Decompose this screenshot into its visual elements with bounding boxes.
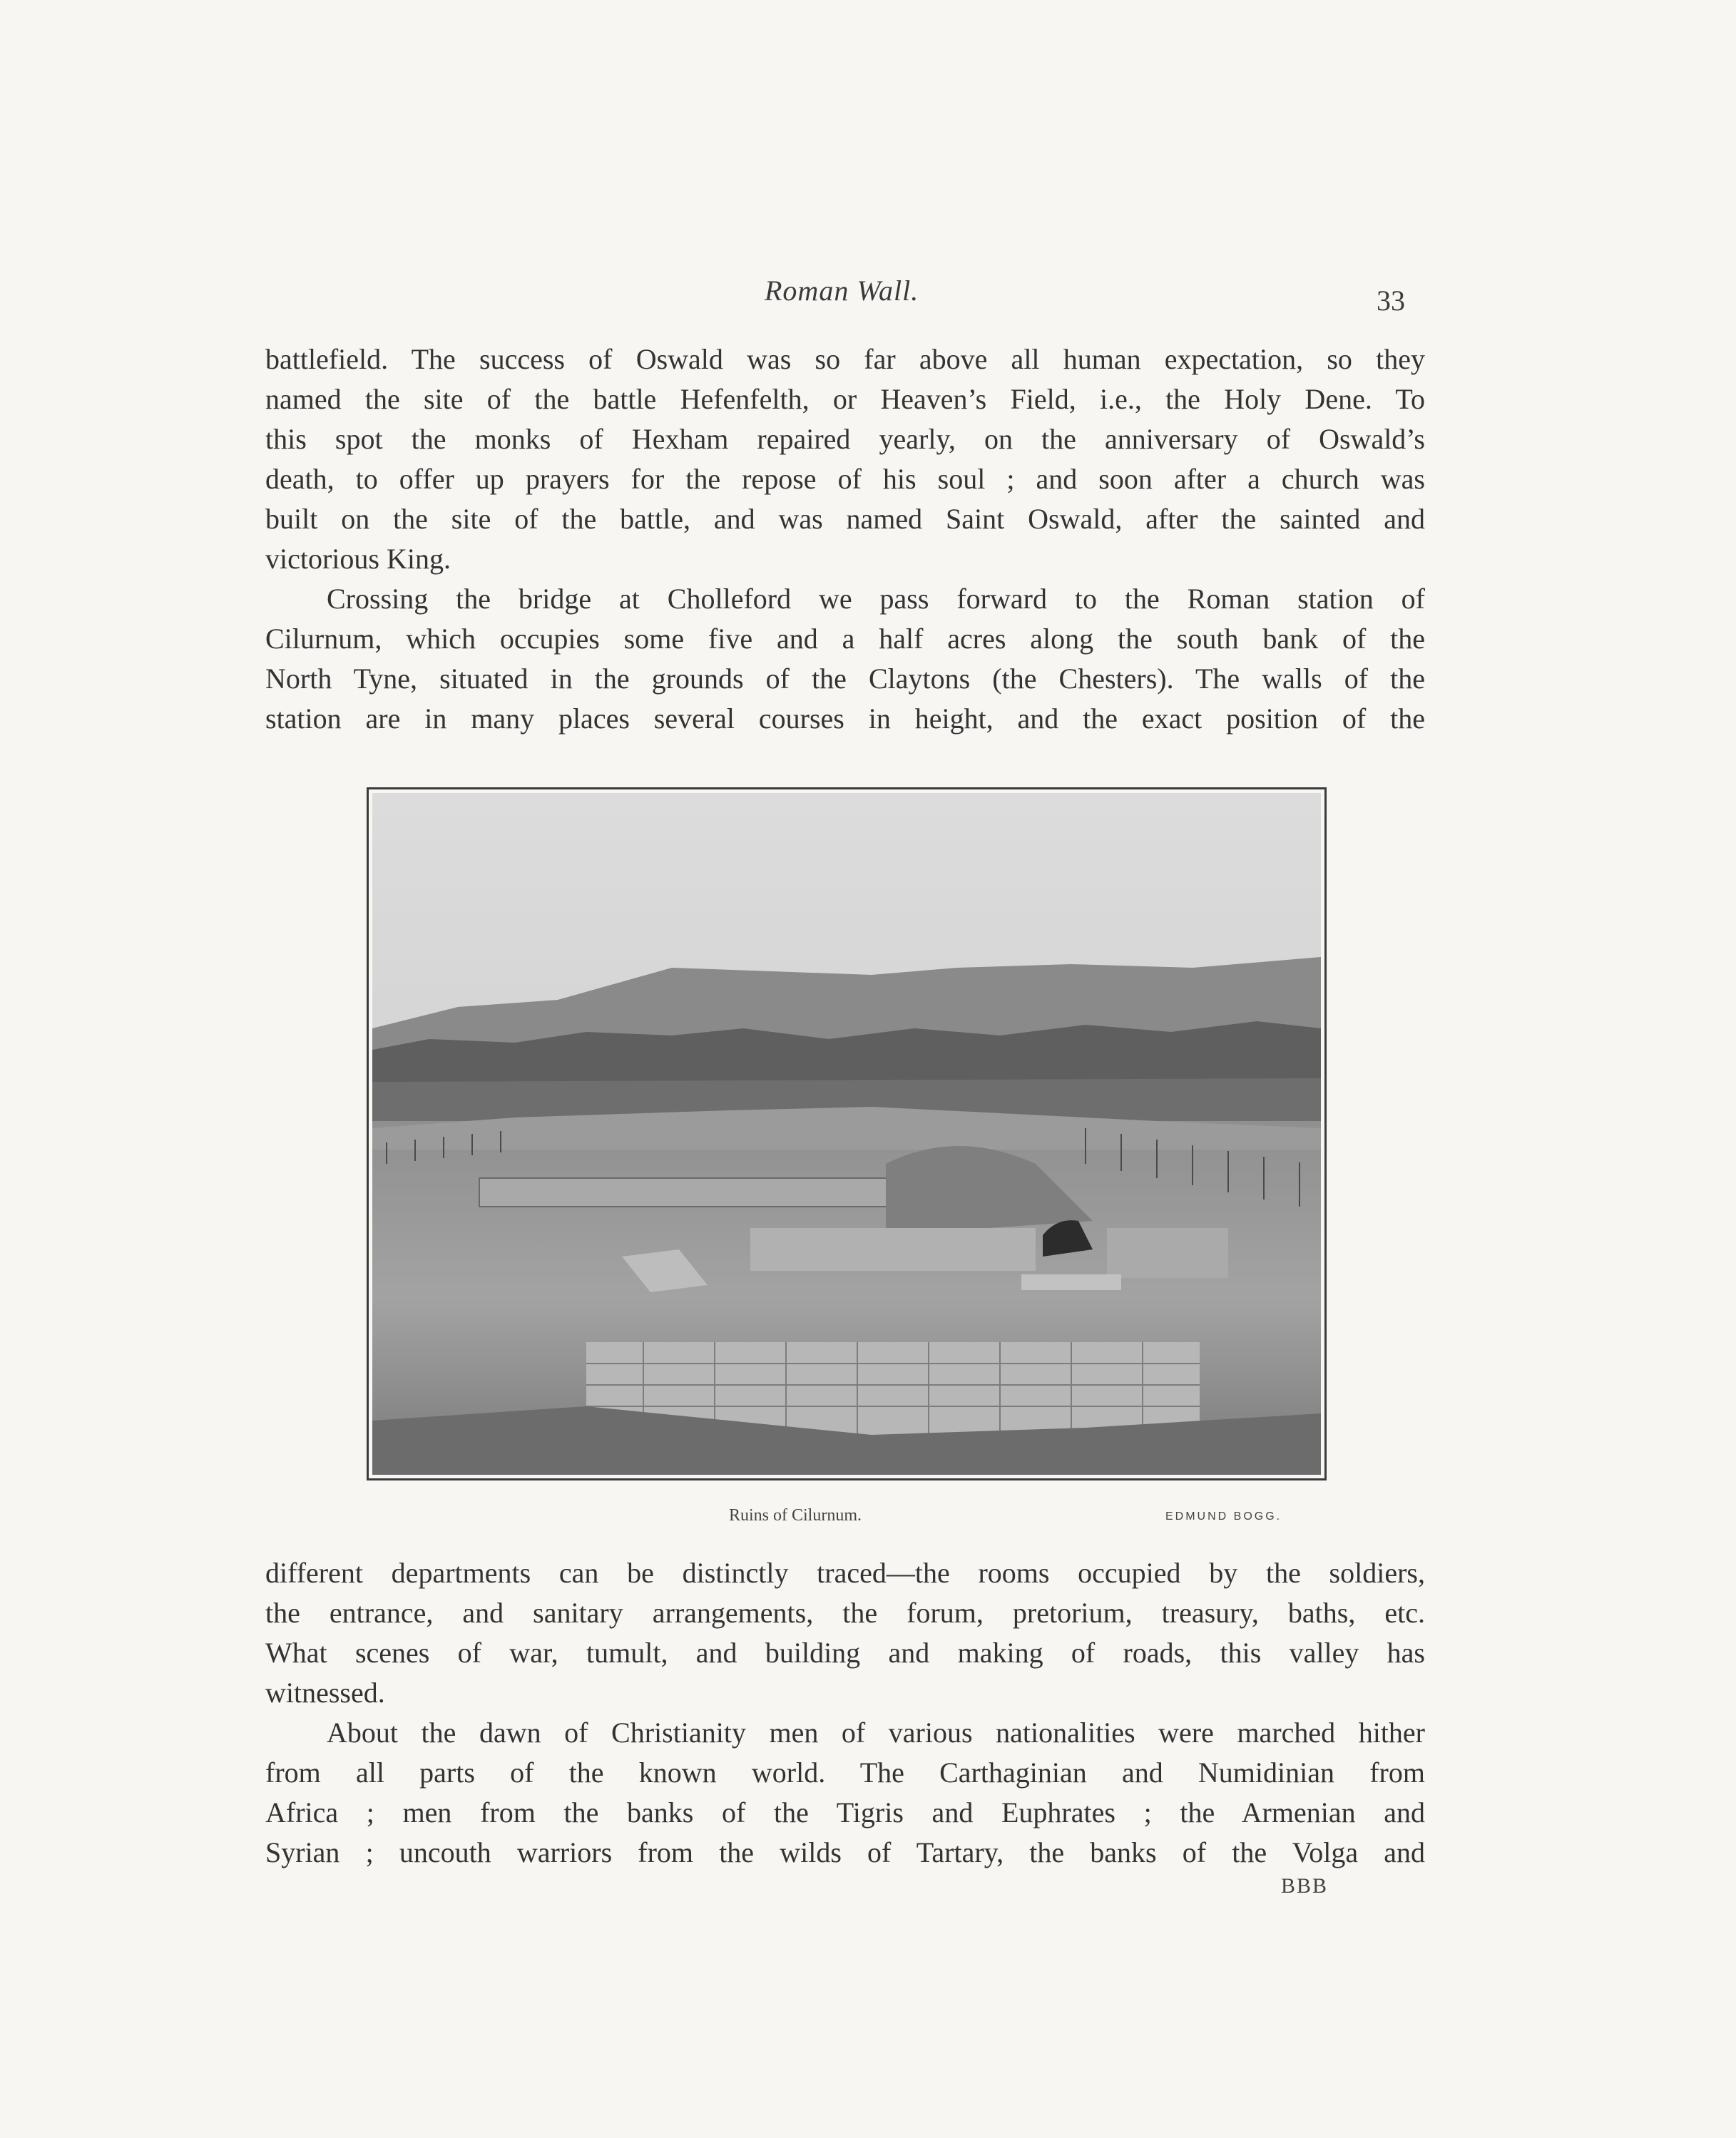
- text-line: death, to offer up prayers for the repose of his soul ; and soon after a church was: [265, 463, 1425, 495]
- text-line: About the dawn of Christianity men of various nationalities were marched hither: [327, 1717, 1425, 1749]
- text-line: battlefield. The success of Oswald was so far above all human expectation, so they: [265, 343, 1425, 375]
- ruins-photograph: [372, 793, 1321, 1475]
- text-line: station are in many places several courses in height, and the exact position of the: [265, 702, 1425, 735]
- text-line: built on the site of the battle, and was named Saint Oswald, after the sainted and: [265, 503, 1425, 535]
- body-text-top: [265, 339, 1425, 739]
- text-line: Cilurnum, which occupies some five and a half acres along the south bank of the: [265, 623, 1425, 655]
- photo-credit: EDMUND BOGG.: [1165, 1510, 1282, 1523]
- running-head: Roman Wall.: [765, 275, 919, 307]
- signature-mark: BBB: [1281, 1874, 1329, 1898]
- text-line: victorious King.: [265, 543, 451, 575]
- text-line: named the site of the battle Hefenfelth, or Heaven’s Field, i.e., the Holy Dene. To: [265, 383, 1425, 415]
- text-line: the entrance, and sanitary arrangements, the forum, pretorium, treasury, baths, etc.: [265, 1597, 1425, 1629]
- text-line: What scenes of war, tumult, and building and making of roads, this valley has: [265, 1637, 1425, 1669]
- text-line: Africa ; men from the banks of the Tigris and Euphrates ; the Armenian and: [265, 1796, 1425, 1828]
- text-line: North Tyne, situated in the grounds of the Claytons (the Chesters). The walls of the: [265, 663, 1425, 695]
- text-line: Crossing the bridge at Cholleford we pass forward to the Roman station of: [327, 583, 1425, 615]
- page-number: 33: [1377, 285, 1405, 317]
- text-line: Syrian ; uncouth warriors from the wilds of Tartary, the banks of the Volga and: [265, 1836, 1425, 1868]
- body-text-bottom: [265, 1553, 1425, 1873]
- text-line: from all parts of the known world. The Carthaginian and Numidinian from: [265, 1756, 1425, 1789]
- text-line: witnessed.: [265, 1677, 385, 1709]
- plate-caption: Ruins of Cilurnum.: [729, 1506, 862, 1525]
- photo-plate: [367, 787, 1327, 1480]
- text-line: this spot the monks of Hexham repaired yearly, on the anniversary of Oswald’s: [265, 423, 1425, 455]
- text-line: different departments can be distinctly traced—the rooms occupied by the soldiers,: [265, 1557, 1425, 1589]
